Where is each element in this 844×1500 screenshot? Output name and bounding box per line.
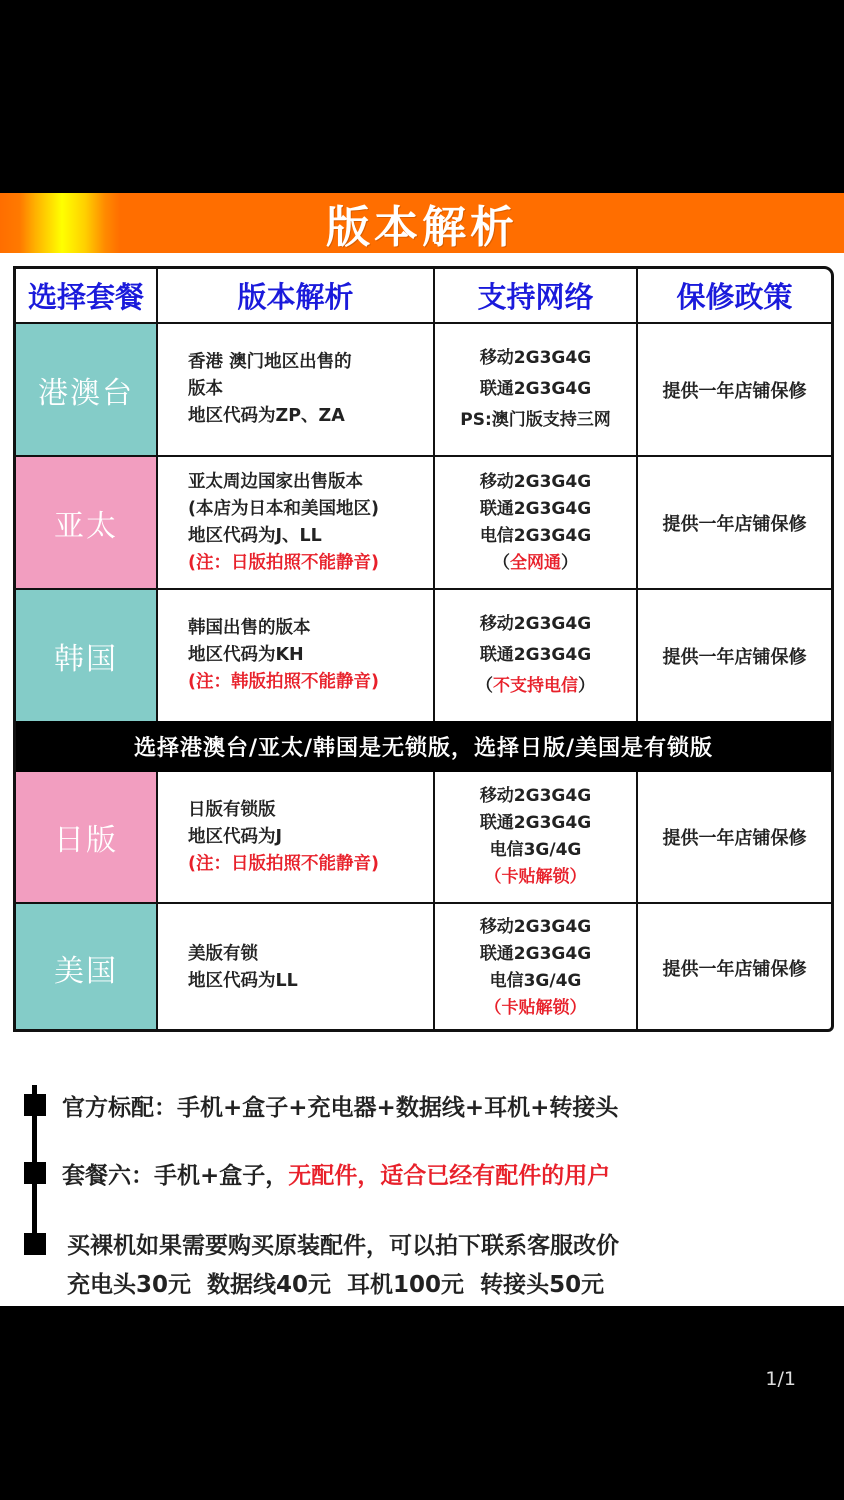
region-cell: [16, 904, 158, 1032]
region-cell: [16, 457, 158, 588]
banner-title: 版本解析: [326, 202, 518, 253]
region-cell: [16, 590, 158, 721]
bullet-marker-icon: [24, 1162, 46, 1184]
network-cell: [435, 590, 638, 721]
warranty-cell: [638, 324, 831, 455]
region-label: 美国: [54, 954, 118, 989]
warranty-cell: [638, 590, 831, 721]
network-line: 移动2G3G4G: [479, 786, 592, 806]
region-label: 港澳台: [38, 375, 134, 411]
header-warranty: 保修政策: [676, 280, 793, 314]
description-line: 地区代码为LL: [188, 971, 298, 991]
network-line: 联通2G3G4G: [479, 379, 592, 399]
network-line: 联通2G3G4G: [479, 813, 592, 833]
warranty-cell: [638, 904, 831, 1032]
description-note: (注：韩版拍照不能静音): [188, 672, 379, 692]
description-line: (本店为日本和美国地区): [188, 498, 379, 519]
network-cell: [435, 772, 638, 902]
region-label: 亚太: [54, 508, 118, 544]
warranty-text: 提供一年店铺保修: [662, 959, 807, 980]
description-cell: [158, 324, 435, 455]
title-banner: [0, 193, 844, 253]
table-row: [16, 590, 831, 721]
network-cell: [435, 904, 638, 1032]
warranty-text: 提供一年店铺保修: [662, 646, 807, 668]
description-line: 韩国出售的版本: [188, 618, 311, 638]
network-line: 移动2G3G4G: [479, 917, 592, 937]
network-line: 移动2G3G4G: [479, 614, 592, 634]
network-line: 联通2G3G4G: [479, 645, 592, 665]
header-version: 版本解析: [158, 269, 435, 322]
network-cell: [435, 324, 638, 455]
description-line: 地区代码为J: [188, 826, 283, 847]
description-line: 日版有锁版: [188, 799, 276, 820]
warranty-cell: [638, 772, 831, 902]
warranty-text: 提供一年店铺保修: [662, 380, 807, 402]
description-line: 地区代码为ZP、ZA: [188, 406, 345, 426]
network-line: 移动2G3G4G: [479, 348, 592, 368]
network-line: 移动2G3G4G: [479, 471, 592, 492]
table-header-row: [16, 269, 831, 324]
product-image: [0, 193, 844, 1306]
description-line: 香港 澳门地区出售的: [188, 352, 352, 372]
description-note: (注：日版拍照不能静音): [188, 552, 379, 573]
network-note-text: 卡贴解锁: [501, 998, 570, 1018]
header-package: 选择套餐: [16, 269, 158, 322]
network-note-text: 不支持电信: [493, 676, 578, 696]
package-six-prefix: 套餐六：手机+盒子，: [62, 1163, 289, 1189]
version-table: [13, 266, 834, 1032]
description-line: 地区代码为KH: [188, 645, 304, 665]
network-line: PS:澳门版支持三网: [460, 410, 611, 430]
region-label: 韩国: [54, 641, 118, 677]
table-row: [16, 457, 831, 590]
warranty-text: 提供一年店铺保修: [662, 513, 807, 535]
package-notes: [0, 1073, 844, 1306]
lock-status-banner: 选择港澳台/亚太/韩国是无锁版，选择日版/美国是有锁版: [16, 721, 831, 772]
network-note: （卡贴解锁）: [484, 998, 587, 1018]
description-line: 地区代码为J、LL: [188, 525, 322, 546]
accessories-note: 买裸机如果需要购买原装配件，可以拍下联系客服改价: [67, 1233, 619, 1259]
warranty-cell: [638, 457, 831, 588]
description-line: 版本: [188, 379, 223, 399]
description-note: (注：日版拍照不能静音): [188, 853, 379, 874]
description-cell: [158, 904, 435, 1032]
package-six-note: [62, 1157, 610, 1190]
network-note: （卡贴解锁）: [484, 867, 587, 887]
bullet-marker-icon: [24, 1094, 46, 1116]
region-cell: [16, 324, 158, 455]
network-line: 电信3G/4G: [489, 840, 582, 860]
bullet-marker-icon: [24, 1233, 46, 1255]
package-six-highlight: 无配件，适合已经有配件的用户: [288, 1163, 611, 1189]
network-cell: [435, 457, 638, 588]
description-cell: [158, 590, 435, 721]
accessories-prices: 充电头30元 数据线40元 耳机100元 转接头50元: [67, 1272, 605, 1298]
network-note-text: 卡贴解锁: [501, 867, 570, 887]
region-cell: [16, 772, 158, 902]
network-note: （不支持电信）: [476, 676, 595, 696]
description-line: 美版有锁: [188, 944, 258, 964]
region-label: 日版: [54, 823, 118, 858]
page-indicator: 1/1: [765, 1368, 796, 1390]
description-cell: [158, 772, 435, 902]
network-line: 联通2G3G4G: [479, 498, 592, 519]
network-line: 电信3G/4G: [489, 971, 582, 991]
official-contents-note: 官方标配：手机+盒子+充电器+数据线+耳机+转接头: [62, 1095, 619, 1121]
table-row: [16, 772, 831, 904]
description-cell: [158, 457, 435, 588]
warranty-text: 提供一年店铺保修: [662, 828, 807, 849]
network-line: 联通2G3G4G: [479, 944, 592, 964]
network-note: （全网通）: [492, 552, 578, 573]
table-row: [16, 904, 831, 1032]
network-note-text: 全网通: [509, 552, 561, 573]
description-line: 亚太周边国家出售版本: [188, 471, 363, 492]
table-row: [16, 324, 831, 457]
header-network: 支持网络: [435, 269, 638, 322]
network-line: 电信2G3G4G: [479, 525, 592, 546]
